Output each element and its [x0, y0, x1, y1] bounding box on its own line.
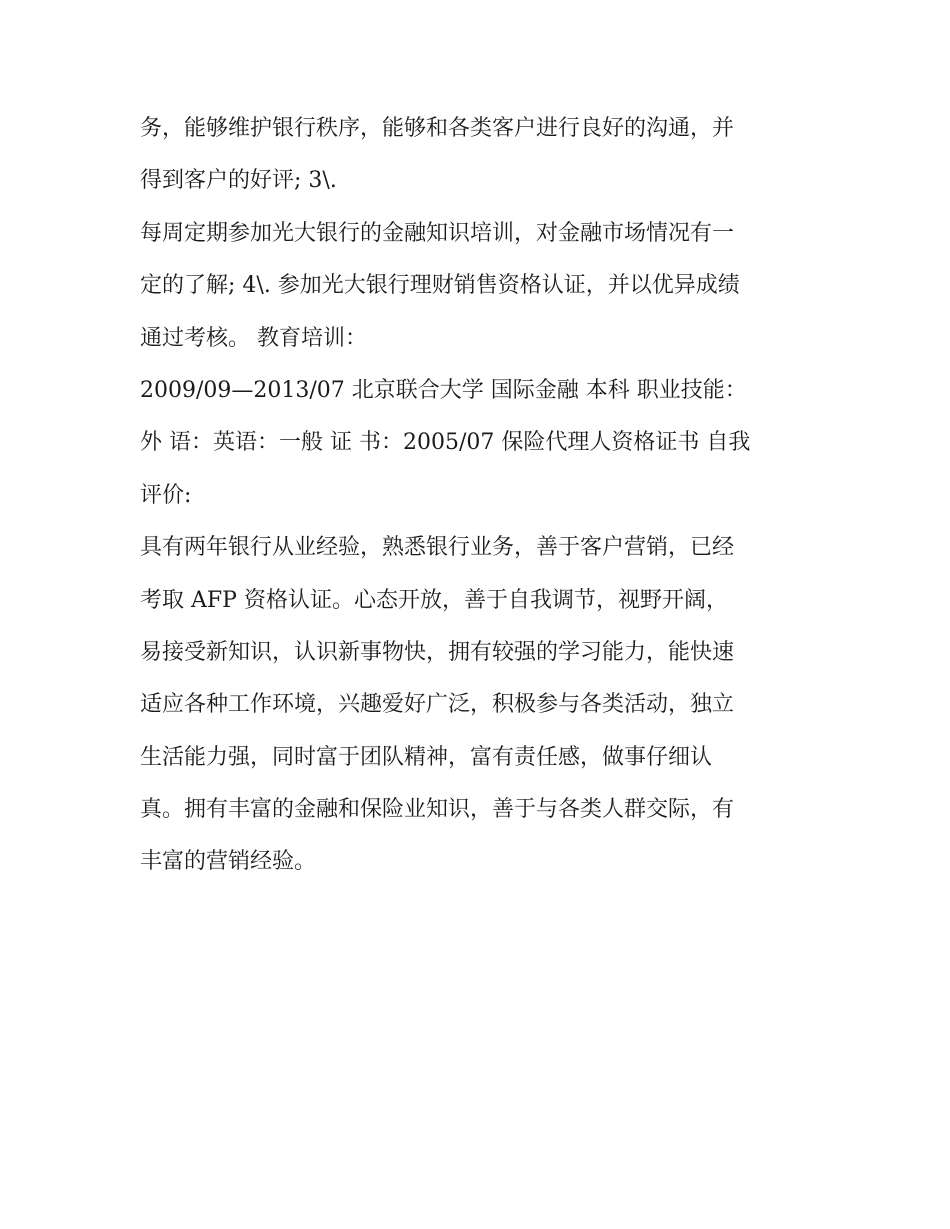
text-line: 每周定期参加光大银行的金融知识培训，对金融市场情况有一 — [140, 220, 735, 246]
text-line: 得到客户的好评; 3\. — [140, 168, 337, 194]
text-line: 丰富的营销经验。 — [140, 849, 317, 875]
text-line: 务，能够维护银行秩序，能够和各类客户进行良好的沟通，并 — [140, 116, 735, 141]
text-line: 适应各种工作环境，兴趣爱好广泛，积极参与各类活动，独立 — [140, 692, 735, 718]
text-line: 易接受新知识，认识新事物快，拥有较强的学习能力，能快速 — [140, 639, 735, 665]
text-line: 2009/09—2013/07 北京联合大学 国际金融 本科 职业技能： — [140, 377, 747, 403]
text-line: 考取 AFP 资格认证。心态开放，善于自我调节，视野开阔， — [140, 587, 728, 613]
text-line: 定的了解; 4\. 参加光大银行理财销售资格认证，并以优异成绩 — [140, 273, 740, 299]
text-line: 生活能力强，同时富于团队精神，富有责任感，做事仔细认 — [140, 744, 713, 770]
document-body-text — [140, 103, 820, 889]
text-line: 外 语：英语：一般 证 书：2005/07 保险代理人资格证书 自我 — [140, 430, 751, 456]
text-line: 通过考核。 教育培训： — [140, 325, 367, 351]
text-line: 真。拥有丰富的金融和保险业知识，善于与各类人群交际，有 — [140, 797, 735, 823]
text-line: 具有两年银行从业经验，熟悉银行业务，善于客户营销，已经 — [140, 535, 735, 561]
text-line: 评价: — [140, 482, 192, 508]
